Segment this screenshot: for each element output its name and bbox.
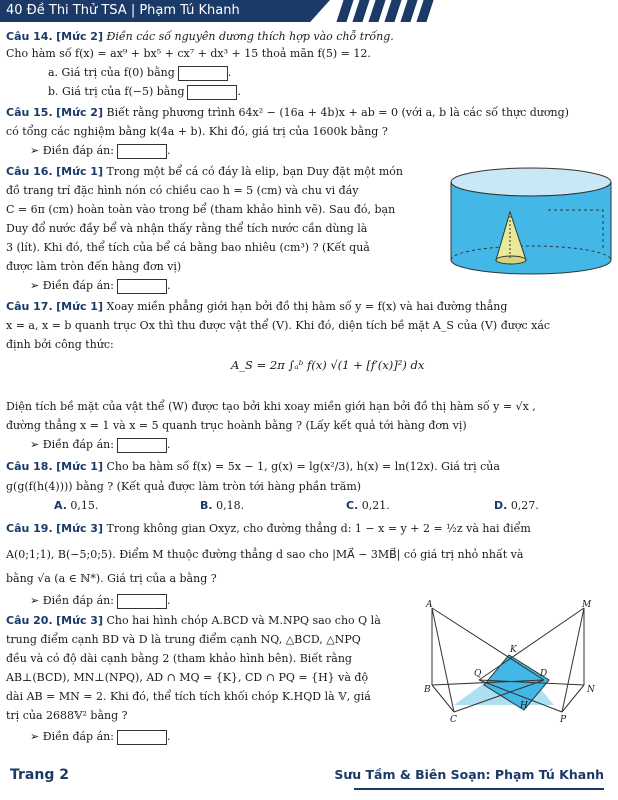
edge-ad xyxy=(432,608,544,680)
surface-area-formula: A_S = 2π ∫ₐᵇ f(x) √(1 + [f′(x)]²) dx xyxy=(231,358,425,372)
choice-d[interactable] xyxy=(494,497,539,515)
question-level: [Mức 1] xyxy=(56,165,103,178)
q18-line: g(g(f(h(4)))) bằng ? (Kết quả được làm tròn tới hàng phần trăm) xyxy=(6,480,362,493)
q16-line: 3 (lít). Khi đó, thể tích của bể cá bằng bao nhiêu (cm³) ? (Kết quả xyxy=(6,241,370,254)
q17-line: đường thẳng x = 1 và x = 5 quanh trục hoành bằng ? (Lấy kết quả tới hàng đơn vị) xyxy=(6,419,467,432)
header-stripe xyxy=(384,0,401,22)
answer-label: ➢ Điền đáp án: xyxy=(30,144,114,157)
q20-line: trị của 2688𝕍² bằng ? xyxy=(6,709,128,722)
q14-part-b: b. Giá trị của f(−5) bằng . xyxy=(48,85,241,98)
choice-key: D. xyxy=(494,499,508,512)
q17-line: x = a, x = b quanh trục Ox thì thu được vật thể (V). Khi đó, diện tích bề mặt A_S của (V) được xác xyxy=(6,319,551,332)
q14-a-text: a. Giá trị của f(0) bằng xyxy=(48,66,175,79)
question-19 xyxy=(6,520,612,538)
footer-credit: Sưu Tầm & Biên Soạn: Phạm Tú Khanh xyxy=(334,767,604,782)
q16-line: đồ trang trí đặc hình nón có chiều cao h = 5 (cm) và chu vi đáy xyxy=(6,184,359,197)
q19-line: A(0;1;1), B(−5;0;5). Điểm M thuộc đường thẳng d sao cho |MA⃗ − 3MB⃗| có giá trị nhỏ nhất và xyxy=(6,548,524,561)
q16-answer: ➢ Điền đáp án: . xyxy=(30,279,171,292)
question-label: Câu 19. xyxy=(6,522,53,535)
q20-line: đều và có độ dài cạnh bằng 2 (tham khảo hình bên). Biết rằng xyxy=(6,652,352,665)
edge-mp xyxy=(562,608,584,712)
q20-answer: ➢ Điền đáp án: . xyxy=(30,730,171,743)
answer-label: ➢ Điền đáp án: xyxy=(30,594,114,607)
q20-line: dài AB = MN = 2. Khi đó, thể tích tích khối chóp K.HQD là 𝕍, giá xyxy=(6,690,371,703)
q19-answer: ➢ Điền đáp án: . xyxy=(30,594,171,607)
pyramids-figure xyxy=(424,600,612,750)
question-intro: Điền các số nguyên dương thích hợp vào chỗ trống. xyxy=(106,30,394,43)
question-label: Câu 16. xyxy=(6,165,53,178)
page-footer xyxy=(0,760,618,800)
choice-c[interactable] xyxy=(346,497,390,515)
header-title: 40 Đề Thi Thử TSA | Phạm Tú Khanh xyxy=(6,3,240,18)
q14-b-text: b. Giá trị của f(−5) bằng xyxy=(48,85,185,98)
q16-line: C = 6π (cm) hoàn toàn vào trong bể (tham khảo hình vẽ). Sau đó, bạn xyxy=(6,203,396,216)
choice-value: 0,15. xyxy=(70,499,99,512)
header-stripe xyxy=(400,0,417,22)
point-label-a: A xyxy=(426,600,433,610)
question-level: [Mức 3] xyxy=(56,614,103,627)
q15-line: có tổng các nghiệm bằng k(4a + b). Khi đó, giá trị của 1600k bằng ? xyxy=(6,125,388,138)
point-label-c: C xyxy=(450,715,457,725)
choice-a[interactable] xyxy=(54,497,98,515)
q15-line: Biết rằng phương trình 64x² − (16a + 4b)x + ab = 0 (với a, b là các số thực dương) xyxy=(106,106,569,119)
question-15 xyxy=(6,104,612,122)
edge-ac xyxy=(432,608,454,712)
answer-box[interactable] xyxy=(117,730,167,745)
q17-line: định bởi công thức: xyxy=(6,338,114,351)
page-number: Trang 2 xyxy=(10,767,69,783)
header-stripe xyxy=(336,0,353,22)
page-header xyxy=(0,0,618,26)
question-level: [Mức 1] xyxy=(56,300,103,313)
answer-box[interactable] xyxy=(117,438,167,453)
question-label: Câu 20. xyxy=(6,614,53,627)
answer-box[interactable] xyxy=(117,144,167,159)
fish-tank-figure xyxy=(448,164,614,282)
cone-base xyxy=(496,256,526,264)
answer-label: ➢ Điền đáp án: xyxy=(30,438,114,451)
q19-line: bằng √a (a ∈ ℕ*). Giá trị của a bằng ? xyxy=(6,572,217,585)
q14-part-a: a. Giá trị của f(0) bằng . xyxy=(48,66,232,79)
choice-b[interactable] xyxy=(200,497,244,515)
q15-answer: ➢ Điền đáp án: . xyxy=(30,144,171,157)
question-level: [Mức 1] xyxy=(56,460,103,473)
q14-line: Cho hàm số f(x) = ax⁹ + bx⁵ + cx⁷ + dx³ + 15 thoả mãn f(5) = 12. xyxy=(6,47,371,60)
question-label: Câu 14. xyxy=(6,30,53,43)
question-level: [Mức 2] xyxy=(56,106,103,119)
choice-value: 0,18. xyxy=(216,499,245,512)
question-20 xyxy=(6,612,426,630)
point-label-p: P xyxy=(560,715,567,725)
q20-line: Cho hai hình chóp A.BCD và M.NPQ sao cho Q là xyxy=(106,614,381,627)
header-stripe xyxy=(352,0,369,22)
answer-box[interactable] xyxy=(178,66,228,81)
choice-key: B. xyxy=(200,499,213,512)
question-16 xyxy=(6,163,446,181)
q19-line: Trong không gian Oxyz, cho đường thẳng d: 1 − x = y + 2 = ½z và hai điểm xyxy=(106,522,531,535)
q18-line: Cho ba hàm số f(x) = 5x − 1, g(x) = lg(x²/3), h(x) = ln(12x). Giá trị của xyxy=(106,460,500,473)
answer-box[interactable] xyxy=(187,85,237,100)
choice-key: A. xyxy=(54,499,67,512)
q17-answer: ➢ Điền đáp án: . xyxy=(30,438,171,451)
choice-value: 0,27. xyxy=(510,499,539,512)
q16-line: Trong một bể cá có đáy là elip, bạn Duy đặt một món xyxy=(106,165,403,178)
point-label-q: Q xyxy=(474,669,482,679)
point-label-h: H xyxy=(520,701,528,711)
point-label-d: D xyxy=(540,669,548,679)
question-label: Câu 15. xyxy=(6,106,53,119)
q16-line: Duy đổ nước đầy bể và nhận thấy rằng thể tích nước cần dùng là xyxy=(6,222,368,235)
point-label-k: K xyxy=(510,645,517,655)
question-level: [Mức 3] xyxy=(56,522,103,535)
q17-line: Xoay miền phẳng giới hạn bởi đồ thị hàm số y = f(x) và hai đường thẳng xyxy=(106,300,508,313)
point-label-m: M xyxy=(582,600,592,610)
question-14 xyxy=(6,28,612,46)
question-level: [Mức 2] xyxy=(56,30,103,43)
answer-box[interactable] xyxy=(117,279,167,294)
question-label: Câu 18. xyxy=(6,460,53,473)
q20-line: AB⊥(BCD), MN⊥(NPQ), AD ∩ MQ = {K}, CD ∩ PQ = {H} và độ xyxy=(6,671,369,684)
question-18 xyxy=(6,458,612,476)
header-stripe xyxy=(368,0,385,22)
answer-box[interactable] xyxy=(117,594,167,609)
q16-line: được làm tròn đến hàng đơn vị) xyxy=(6,260,182,273)
header-stripe xyxy=(416,0,433,22)
point-label-b: B xyxy=(424,685,431,695)
footer-underline xyxy=(354,788,604,790)
point-label-n: N xyxy=(587,685,595,695)
answer-label: ➢ Điền đáp án: xyxy=(30,279,114,292)
question-label: Câu 17. xyxy=(6,300,53,313)
answer-label: ➢ Điền đáp án: xyxy=(30,730,114,743)
q20-line: trung điểm cạnh BD và D là trung điểm cạnh NQ, △BCD, △NPQ xyxy=(6,633,361,646)
choice-key: C. xyxy=(346,499,359,512)
tank-body xyxy=(451,182,611,274)
choice-value: 0,21. xyxy=(361,499,390,512)
q17-line: Diện tích bề mặt của vật thể (W) được tạo bởi khi xoay miền giới hạn bởi đồ thị hàm số y = √x , xyxy=(6,400,536,413)
question-17 xyxy=(6,298,612,316)
